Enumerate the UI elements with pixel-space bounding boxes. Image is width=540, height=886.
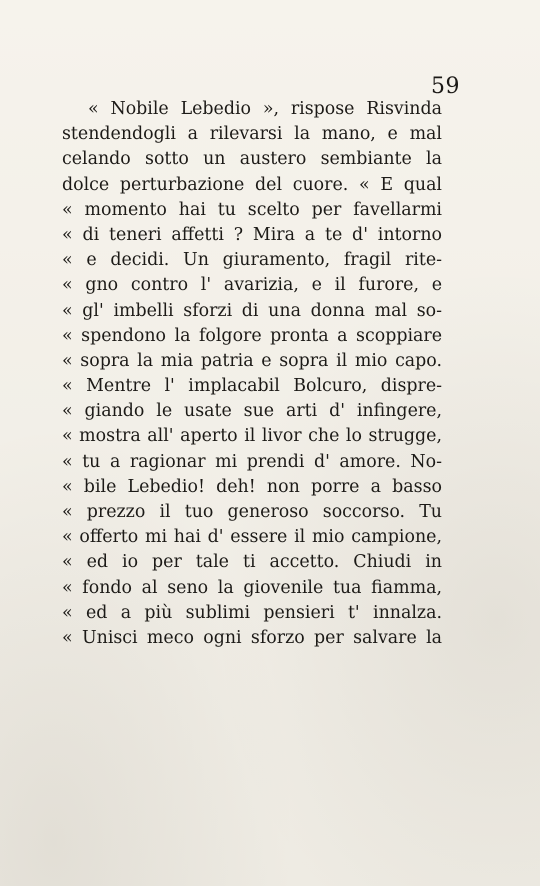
text-line: « ed io per tale ti accetto. Chiudi in: [62, 552, 442, 573]
text-line: « momento hai tu scelto per favellarmi: [62, 199, 442, 220]
page-number: 59: [431, 74, 460, 99]
text-line: « Mentre l' implacabil Bolcuro, dispre-: [62, 376, 442, 397]
text-line: « offerto mi hai d' essere il mio campione,: [62, 527, 442, 548]
text-line: « gno contro l' avarizia, e il furore, e: [62, 275, 442, 296]
text-line: « di teneri affetti ? Mira a te d' intorno: [62, 224, 442, 245]
text-line: « bile Lebedio! deh! non porre a basso: [62, 476, 442, 497]
text-line: « mostra all' aperto il livor che lo strugge,: [62, 426, 442, 447]
text-line: « fondo al seno la giovenile tua fiamma,: [62, 577, 442, 598]
text-line: « prezzo il tuo generoso soccorso. Tu: [62, 502, 442, 522]
text-line: « ed a più sublimi pensieri t' innalza.: [62, 602, 442, 623]
text-line: dolce perturbazione del cuore. « E qual: [62, 174, 442, 195]
text-line: celando sotto un austero sembiante la: [62, 149, 442, 170]
body-text: [62, 97, 442, 651]
text-line: « Unisci meco ogni sforzo per salvare la: [62, 627, 442, 648]
text-line: « giando le usate sue arti d' infingere,: [62, 401, 442, 422]
text-line: « e decidi. Un giuramento, fragil rite-: [62, 250, 442, 271]
text-line: « tu a ragionar mi prendi d' amore. No-: [62, 451, 442, 472]
text-line: stendendogli a rilevarsi la mano, e mal: [62, 124, 442, 145]
text-line: « sopra la mia patria e sopra il mio capo.: [62, 350, 442, 371]
text-line: « gl' imbelli sforzi di una donna mal so-: [62, 300, 442, 321]
text-line: « spendono la folgore pronta a scoppiare: [62, 325, 442, 346]
text-line: « Nobile Lebedio », rispose Risvinda: [88, 99, 442, 119]
